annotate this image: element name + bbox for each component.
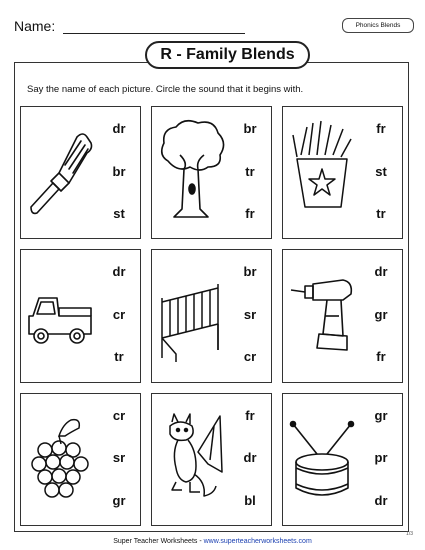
drill-icon (287, 258, 357, 368)
blend-choice[interactable]: dr (112, 264, 126, 280)
choice-list (370, 264, 392, 364)
blend-choice[interactable]: st (113, 206, 125, 221)
choice-list (239, 121, 261, 221)
blend-choice[interactable]: dr (374, 492, 388, 508)
blend-choice[interactable]: cr (112, 407, 126, 423)
blend-choice[interactable]: tr (245, 163, 255, 179)
dragon-icon (156, 402, 226, 512)
name-field[interactable] (63, 19, 245, 34)
blend-choice[interactable]: br (243, 264, 257, 280)
blend-choice[interactable]: tr (376, 206, 386, 221)
item-cell (151, 249, 272, 382)
choice-list (108, 264, 130, 364)
item-cell (151, 106, 272, 239)
choice-list (108, 121, 130, 221)
page-title: R - Family Blends (145, 41, 310, 69)
choice-list (239, 408, 261, 508)
blend-choice[interactable]: dr (112, 121, 126, 136)
blend-choice[interactable]: br (112, 163, 126, 179)
blend-choice[interactable]: fr (245, 206, 255, 221)
item-cell (20, 249, 141, 382)
item-cell (282, 393, 403, 526)
item-cell (282, 106, 403, 239)
blend-choice[interactable]: cr (112, 306, 126, 322)
footer-link[interactable]: www.superteacherworksheets.com (203, 538, 312, 545)
grapes-icon (25, 402, 95, 512)
french-fries-icon (287, 115, 357, 225)
instructions: Say the name of each picture. Circle the sound that it begins with. (27, 84, 304, 95)
blend-choice[interactable]: br (243, 121, 257, 136)
item-cell (20, 393, 141, 526)
name-label: Name: (14, 18, 56, 34)
choice-list (370, 408, 392, 508)
blend-choice[interactable]: dr (374, 264, 388, 280)
item-cell (282, 249, 403, 382)
drum-icon (287, 402, 357, 512)
blend-choice[interactable]: gr (112, 492, 126, 508)
blend-choice[interactable]: pr (374, 450, 388, 466)
truck-icon (25, 258, 95, 368)
choice-list (239, 264, 261, 364)
blend-choice[interactable]: sr (112, 450, 126, 466)
blend-choice[interactable]: fr (376, 349, 386, 365)
footer (0, 538, 425, 545)
item-cell (20, 106, 141, 239)
blend-choice[interactable]: fr (376, 121, 386, 136)
choice-list (370, 121, 392, 221)
tree-icon (156, 115, 226, 225)
blend-choice[interactable]: tr (114, 349, 124, 365)
paintbrush-icon (25, 115, 95, 225)
picture-grid (20, 106, 403, 526)
blend-choice[interactable]: sr (243, 306, 257, 322)
choice-list (108, 408, 130, 508)
name-row (14, 18, 245, 34)
blend-choice[interactable]: fr (245, 407, 255, 423)
blend-choice[interactable]: cr (243, 349, 257, 365)
page-number: 1/3 (406, 531, 413, 537)
topic-badge: Phonics Blends (342, 18, 414, 33)
blend-choice[interactable]: gr (374, 407, 388, 423)
blend-choice[interactable]: gr (374, 306, 388, 322)
blend-choice[interactable]: st (375, 163, 387, 179)
footer-site: Super Teacher Worksheets - (113, 538, 204, 545)
blend-choice[interactable]: dr (243, 450, 257, 466)
item-cell (151, 393, 272, 526)
crib-icon (156, 258, 226, 368)
blend-choice[interactable]: bl (244, 492, 256, 508)
